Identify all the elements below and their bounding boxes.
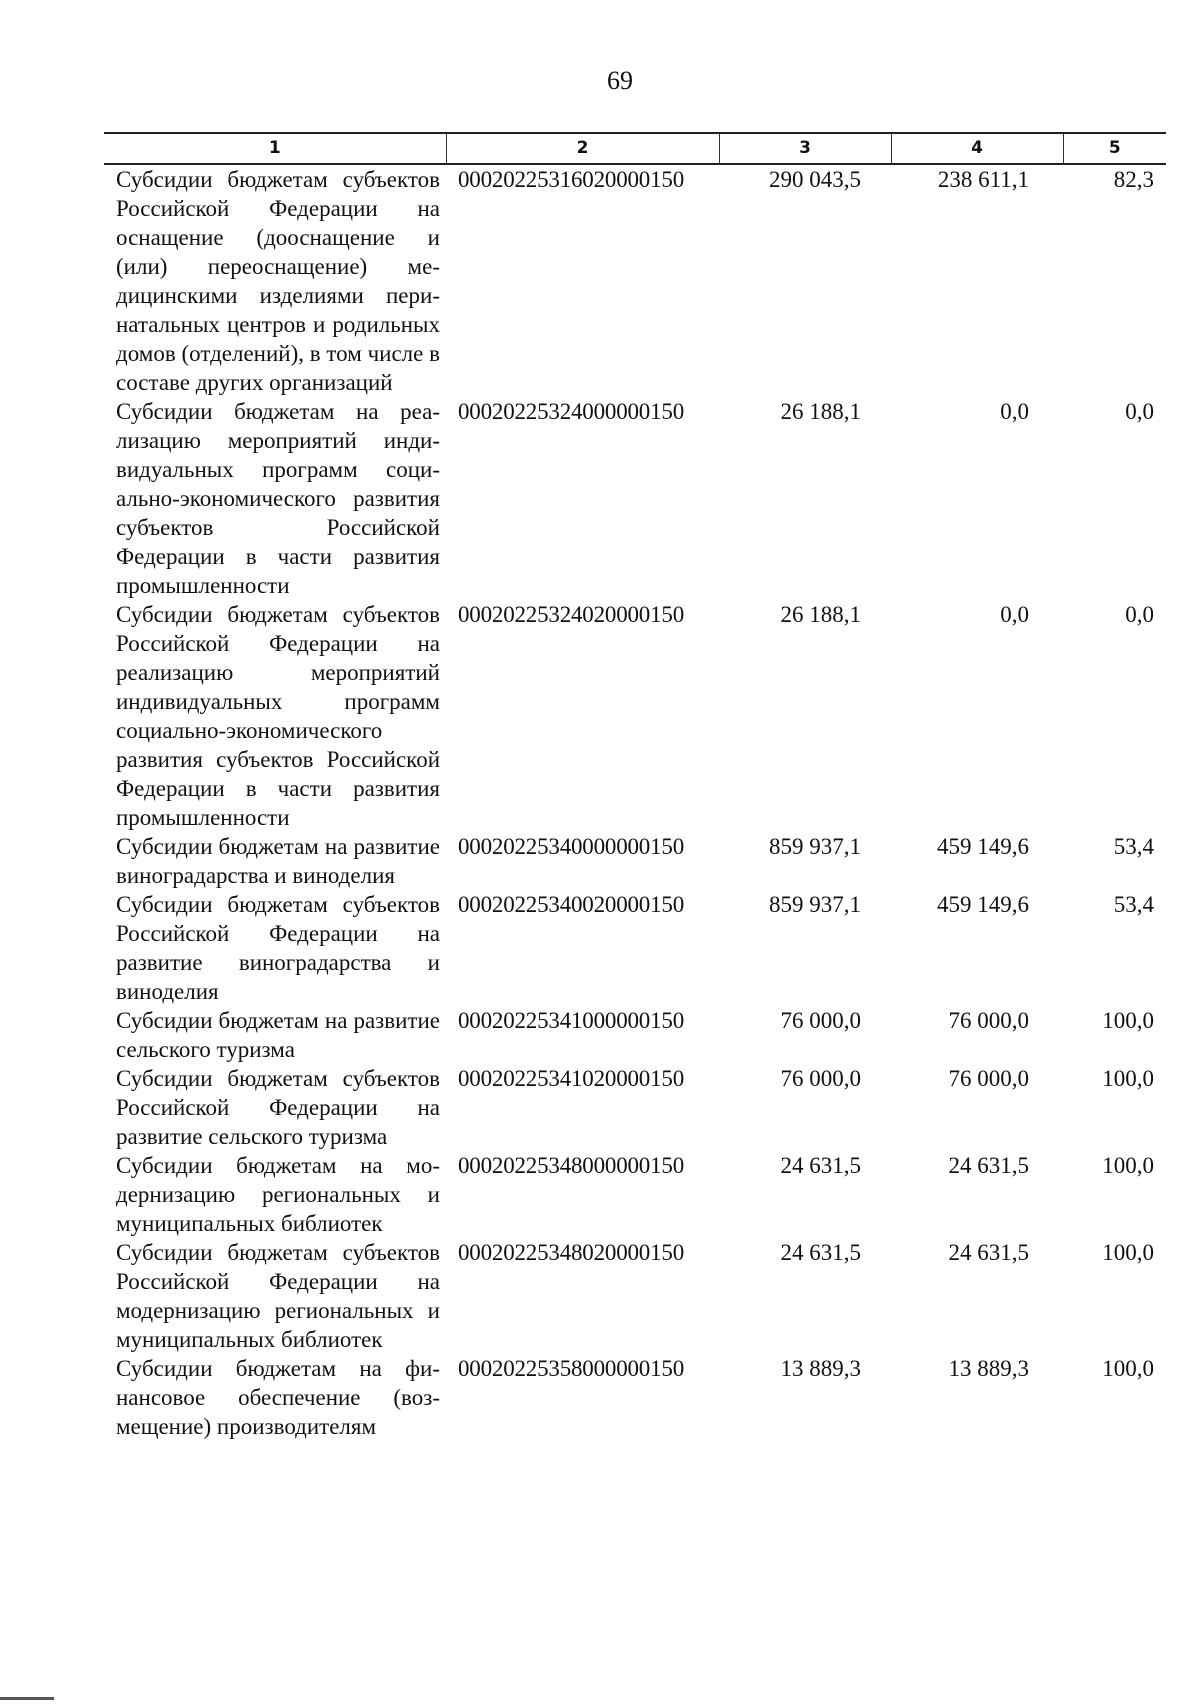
row-code: 00020225341000000150	[458, 1008, 685, 1033]
column-header-3: 3	[719, 133, 891, 164]
column-header-5: 5	[1063, 133, 1166, 164]
row-plan: 859 937,1	[769, 892, 861, 917]
row-percent: 100,0	[1102, 1356, 1154, 1381]
row-plan: 290 043,5	[769, 167, 861, 192]
table-header	[104, 133, 1166, 164]
row-actual: 0,0	[1000, 399, 1029, 424]
row-name: Субсидии бюджетам на модернизацию региональных и муниципальных библиотек	[116, 1153, 440, 1236]
budget-table	[104, 132, 1166, 1441]
table-row	[104, 1064, 1166, 1151]
row-actual: 76 000,0	[948, 1008, 1029, 1033]
row-percent: 100,0	[1102, 1066, 1154, 1091]
row-code: 00020225340020000150	[458, 892, 685, 917]
row-name: Субсидии бюджетам субъектов Российской Федерации на развитие виноградарства и виноделия	[116, 892, 440, 1004]
table-row	[104, 1006, 1166, 1064]
column-header-2: 2	[446, 133, 719, 164]
column-header-1: 1	[104, 133, 446, 164]
row-actual: 24 631,5	[948, 1153, 1029, 1178]
row-code: 00020225316020000150	[458, 167, 685, 192]
row-plan: 76 000,0	[780, 1008, 861, 1033]
row-percent: 100,0	[1102, 1240, 1154, 1265]
row-actual: 24 631,5	[948, 1240, 1029, 1265]
row-plan: 76 000,0	[780, 1066, 861, 1091]
row-actual: 459 149,6	[937, 892, 1029, 917]
table-row	[104, 890, 1166, 1006]
table-row	[104, 1151, 1166, 1238]
column-header-4: 4	[891, 133, 1063, 164]
row-percent: 0,0	[1125, 602, 1154, 627]
table-row	[104, 397, 1166, 600]
row-actual: 238 611,1	[937, 167, 1029, 192]
row-code: 00020225341020000150	[458, 1066, 685, 1091]
scan-edge-mark	[0, 1697, 54, 1700]
row-percent: 0,0	[1125, 399, 1154, 424]
row-percent: 100,0	[1102, 1153, 1154, 1178]
row-name: Субсидии бюджетам на финансовое обеспечение (возмещение) производителям	[116, 1356, 440, 1439]
row-plan: 13 889,3	[780, 1356, 861, 1381]
row-actual: 76 000,0	[948, 1066, 1029, 1091]
row-code: 00020225348000000150	[458, 1153, 685, 1178]
row-actual: 459 149,6	[937, 834, 1029, 859]
row-plan: 26 188,1	[780, 602, 861, 627]
row-plan: 26 188,1	[780, 399, 861, 424]
table-body	[104, 164, 1166, 1441]
row-name: Субсидии бюджетам субъектов Российской Федерации на оснащение (дооснащение и (или) переоснащение) медицинскими изделиями перинатальных центров и родильных домов (отделений), в том числе в составе других организаций	[116, 167, 440, 395]
row-code: 00020225324000000150	[458, 399, 685, 424]
row-plan: 24 631,5	[780, 1153, 861, 1178]
page-number: 69	[607, 66, 633, 95]
row-name: Субсидии бюджетам на реализацию мероприятий индивидуальных программ социально-экономического развития субъектов Российской Федерации в части развития промышленности	[116, 399, 440, 598]
row-percent: 100,0	[1102, 1008, 1154, 1033]
row-code: 00020225358000000150	[458, 1356, 685, 1381]
row-actual: 0,0	[1000, 602, 1029, 627]
table-row	[104, 1238, 1166, 1354]
row-code: 00020225348020000150	[458, 1240, 685, 1265]
table-row	[104, 1354, 1166, 1441]
row-name: Субсидии бюджетам на развитие виноградарства и виноделия	[116, 834, 440, 888]
row-code: 00020225340000000150	[458, 834, 685, 859]
row-name: Субсидии бюджетам субъектов Российской Федерации на развитие сельского туризма	[116, 1066, 440, 1149]
row-actual: 13 889,3	[948, 1356, 1029, 1381]
row-percent: 53,4	[1113, 892, 1154, 917]
row-name: Субсидии бюджетам субъектов Российской Федерации на реализацию мероприятий индивидуальных программ социально-экономического развития субъектов Российской Федерации в части развития промышленности	[116, 602, 440, 830]
row-name: Субсидии бюджетам на развитие сельского туризма	[116, 1008, 440, 1062]
table-row	[104, 164, 1166, 397]
row-percent: 53,4	[1113, 834, 1154, 859]
row-name: Субсидии бюджетам субъектов Российской Федерации на модернизацию региональных и муниципальных библиотек	[116, 1240, 440, 1352]
row-plan: 24 631,5	[780, 1240, 861, 1265]
header-row	[104, 133, 1166, 164]
table-row	[104, 600, 1166, 832]
row-percent: 82,3	[1113, 167, 1154, 192]
row-plan: 859 937,1	[769, 834, 861, 859]
table-row	[104, 832, 1166, 890]
row-code: 00020225324020000150	[458, 602, 685, 627]
